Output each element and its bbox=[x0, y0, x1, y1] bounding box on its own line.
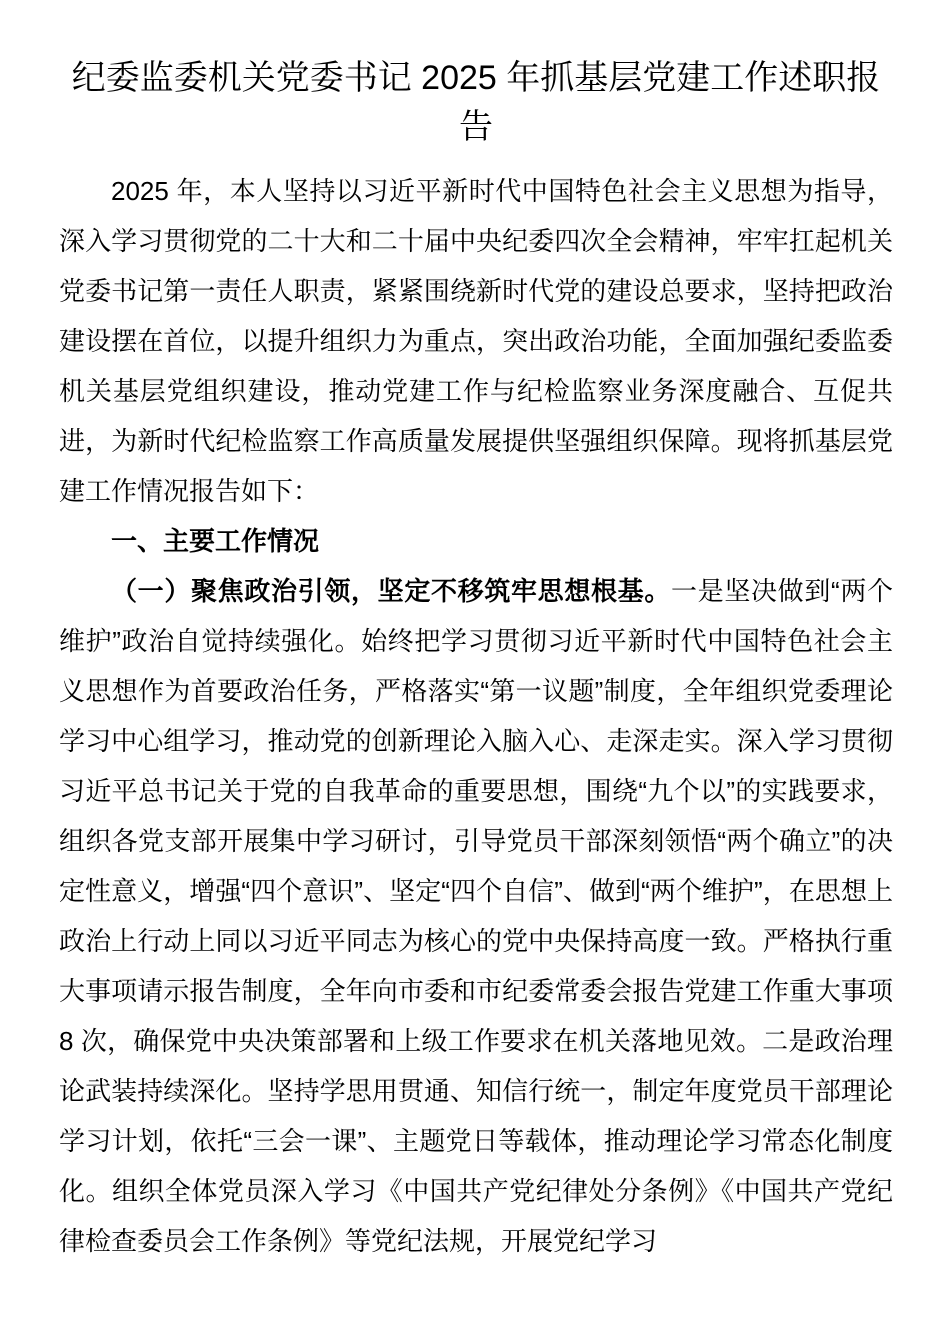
text-run: 一是坚决做到“两个维护”政治自觉持续强化。始终把学习贯彻习近平新时代中国特色社会主义思想作为首要政治任务，严格落实“第一议题”制度，全年组织党委理论学习中心组学习，推动党的创新理论入脑入心、走深走实。深入学习贯彻习近平总书记关于党的自我革命的重要思想，围绕“九个以”的实践要求，组织各党支部开展集中学习研讨，引导党员干部深刻领悟“两个确立”的决定性意义，增强“四个意识”、坚定“四个自信”、做到“两个维护”，在思想上政治上行动上同以习近平同志为核心的党中央保持高度一致。严格执行重大事项请示报告制度，全年向市委和市纪委常委会报告党建工作重大事项 8 次，确保党中央决策部署和上级工作要求在机关落地见效。二是政治理论武装持续深化。坚持学思用贯通、知信行统一，制定年度党员干部理论学习计划，依托“三会一课”、主题党日等载体，推动理论学习常态化制度化。组织全体党员深入学习《中国共产党纪律处分条例》《中国共产党纪律检查委员会工作条例》等党纪法规，开展党纪学习 bbox=[59, 576, 893, 1256]
paragraph bbox=[59, 566, 893, 1266]
paragraph bbox=[59, 166, 893, 516]
document-body bbox=[59, 166, 893, 1266]
bold-text-run: （一）聚焦政治引领，坚定不移筑牢思想根基。 bbox=[111, 576, 671, 606]
bold-text-run: 一、主要工作情况 bbox=[111, 526, 320, 556]
document-title: 纪委监委机关党委书记 2025 年抓基层党建工作述职报告 bbox=[71, 59, 881, 146]
section-heading bbox=[59, 516, 893, 566]
text-run: 2025 年，本人坚持以习近平新时代中国特色社会主义思想为指导，深入学习贯彻党的二十大和二十届中央纪委四次全会精神，牢牢扛起机关党委书记第一责任人职责，紧紧围绕新时代党的建设总要求，坚持把政治建设摆在首位，以提升组织力为重点，突出政治功能，全面加强纪委监委机关基层党组织建设，推动党建工作与纪检监察业务深度融合、互促共进，为新时代纪检监察工作高质量发展提供坚强组织保障。现将抓基层党建工作情况报告如下： bbox=[59, 176, 893, 506]
